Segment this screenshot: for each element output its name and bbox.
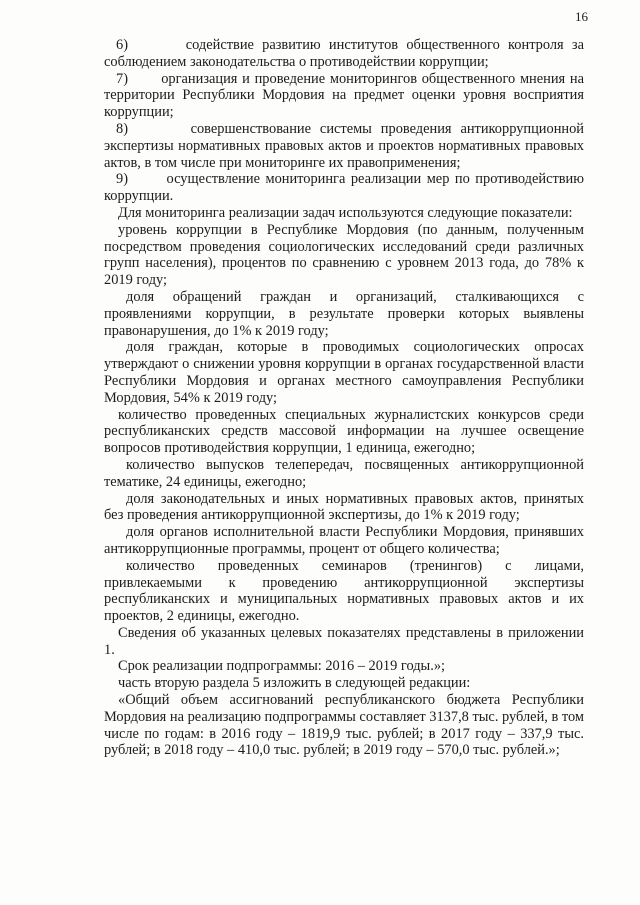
paragraph-indicator-authorities-share: доля органов исполнительной власти Республики Мордовия, принявших антикоррупционные программы, процент от общего количества; bbox=[104, 524, 584, 557]
paragraph-item-8: 8) совершенствование системы проведения антикоррупционной экспертизы нормативных правовых актов и проектов нормативных правовых актов, в том числе при мониторинге их правоприменения; bbox=[104, 120, 584, 171]
paragraph-indicator-contests: количество проведенных специальных журналистских конкурсов среди республиканских средств массовой информации на лучшее освещение вопросов противодействия коррупции, 1 единица, ежегодно; bbox=[104, 406, 584, 457]
paragraph-indicator-appeals-share: доля обращений граждан и организаций, сталкивающихся с проявлениями коррупции, в результате проверки которых выявлены правонарушения, до 1% к 2019 году; bbox=[104, 288, 584, 339]
paragraph-budget: «Общий объем ассигнований республиканского бюджета Республики Мордовия на реализацию подпрограммы составляет 3137,8 тыс. рублей, в том числе по годам: в 2016 году – 1819,9 тыс. рублей; в 2017 году – 337,9 тыс. рублей; в 2018 году – 410,0 тыс. рублей; в 2019 году – 570,0 тыс. рублей.»; bbox=[104, 692, 584, 759]
paragraph-item-7: 7) организация и проведение мониторингов общественного мнения на территории Республики Мордовия на предмет оценки уровня восприятия коррупции; bbox=[104, 70, 584, 121]
paragraph-indicator-seminars: количество проведенных семинаров (тренингов) с лицами, привлекаемыми к проведению антикоррупционной экспертизы республиканских и муниципальных нормативных правовых актов и их проектов, 2 единицы, ежегодно. bbox=[104, 557, 584, 625]
paragraph-indicator-acts-share: доля законодательных и иных нормативных правовых актов, принятых без проведения антикоррупционной экспертизы, до 1% к 2019 году; bbox=[104, 490, 584, 524]
paragraph-indicator-citizens-share: доля граждан, которые в проводимых социологических опросах утверждают о снижении уровня коррупции в органах государственной власти Республики Мордовия и органах местного самоуправления Республики Мордовия, 54% к 2019 году; bbox=[104, 339, 584, 406]
paragraph-indicators-intro: Для мониторинга реализации задач используются следующие показатели: bbox=[118, 204, 573, 221]
paragraph-indicator-tv-programs: количество выпусков телепередач, посвященных антикоррупционной тематике, 24 единицы, ежегодно; bbox=[104, 456, 584, 490]
paragraph-item-6: 6) содействие развитию институтов общественного контроля за соблюдением законодательства о противодействии коррупции; bbox=[104, 37, 584, 70]
page-number: 16 bbox=[575, 9, 588, 24]
paragraph-implementation-period: Срок реализации подпрограммы: 2016 – 2019 годы.»; bbox=[118, 658, 446, 675]
body-text bbox=[104, 37, 584, 759]
paragraph-appendix-reference: Сведения об указанных целевых показателях представлены в приложении 1. bbox=[104, 624, 584, 658]
paragraph-indicator-corruption-level: уровень коррупции в Республике Мордовия (по данным, полученным посредством проведения социологических исследований среди различных групп населения), процентов по сравнению с уровнем 2013 года, до 78% к 2019 году; bbox=[104, 221, 584, 289]
paragraph-section5-intro: часть вторую раздела 5 изложить в следующей редакции: bbox=[118, 675, 471, 692]
paragraph-item-9: 9) осуществление мониторинга реализации мер по противодействию коррупции. bbox=[104, 171, 584, 205]
